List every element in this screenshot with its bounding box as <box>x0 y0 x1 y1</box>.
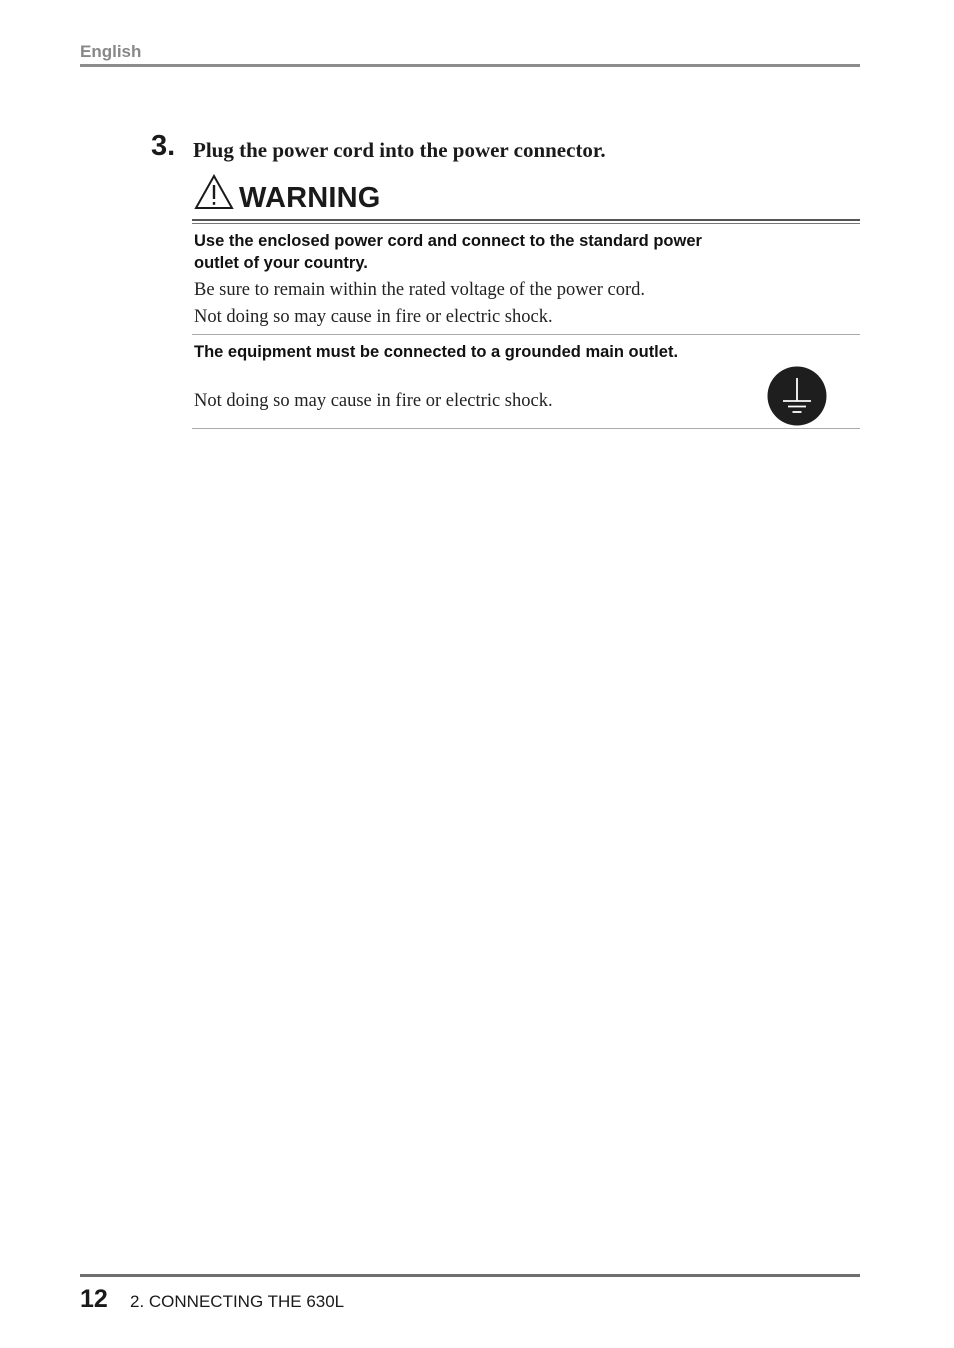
warning-item-2-heading: The equipment must be connected to a grounded main outlet. <box>194 343 679 361</box>
warning-triangle-icon <box>194 174 234 210</box>
warning-bottom-rule <box>192 428 860 429</box>
step-text: Plug the power cord into the power connector. <box>193 138 606 162</box>
warning-item-2-body-line-1: Not doing so may cause in fire or electric shock. <box>194 391 553 411</box>
warning-title: WARNING <box>239 182 381 214</box>
ground-symbol-icon <box>767 366 827 426</box>
warning-rule <box>192 219 860 221</box>
header-language: English <box>80 42 142 61</box>
page-number: 12 <box>80 1285 108 1313</box>
warning-item-1-body-line-2: Not doing so may cause in fire or electric shock. <box>194 307 553 327</box>
warning-item-1-heading: Use the enclosed power cord and connect to the standard power outlet of your country. <box>194 232 702 272</box>
footer-section-title: 2. CONNECTING THE 630L <box>130 1292 345 1311</box>
step-number: 3. <box>151 130 176 162</box>
warning-rule-secondary <box>192 223 860 224</box>
warning-item-divider <box>192 334 860 335</box>
footer-rule <box>80 1274 860 1277</box>
warning-item-1-body-line-1: Be sure to remain within the rated voltage of the power cord. <box>194 280 646 300</box>
header-rule <box>80 64 860 67</box>
